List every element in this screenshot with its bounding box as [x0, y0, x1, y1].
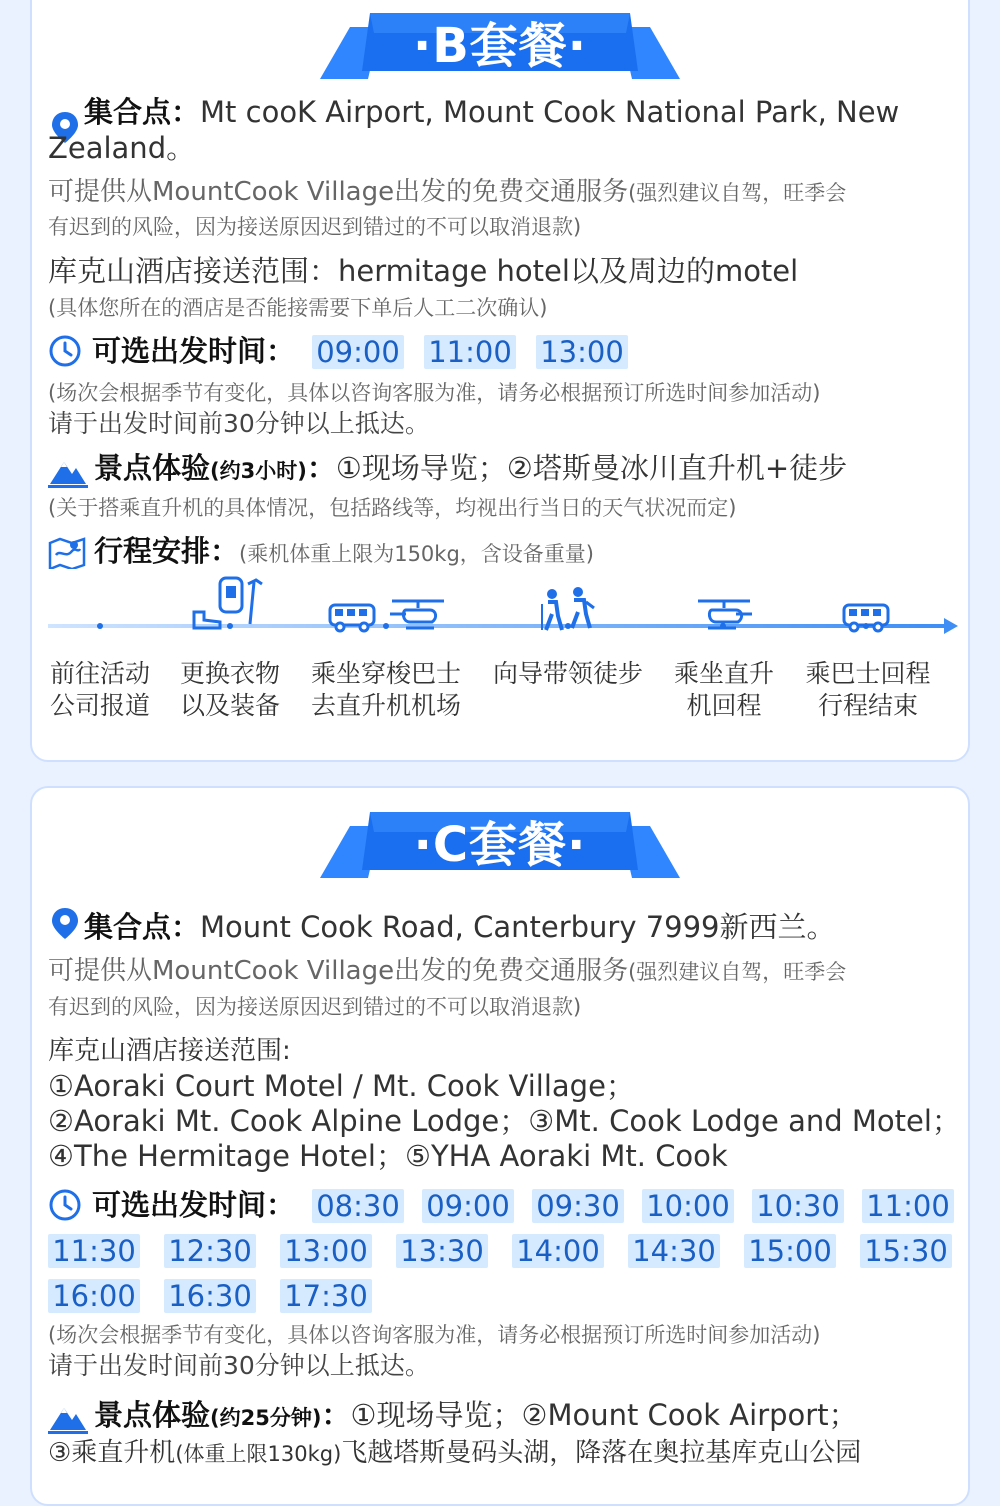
meeting-address-cont: Zealand。: [48, 131, 196, 165]
time-slot[interactable]: 10:00: [642, 1189, 734, 1223]
experience-item-3: ③乘直升机: [48, 1438, 176, 1468]
timeline-step-line2: 行程结束: [817, 691, 918, 720]
timeline-step-line1: 向导带领徒步: [492, 659, 643, 688]
meeting-address: Mt cooK Airport, Mount Cook National Park, New: [200, 95, 900, 129]
experience-duration: (约3小时): [210, 459, 307, 483]
transport-info: 可提供从MountCook Village出发的免费交通服务: [48, 956, 629, 986]
timeline-step-line2: 去直升机机场: [310, 691, 461, 720]
transport-note: (强烈建议自驾，旺季会: [628, 181, 847, 205]
itinerary-timeline: [48, 614, 960, 638]
location-pin-icon: [48, 906, 82, 940]
helicopter-icon: [388, 596, 448, 634]
time-slot[interactable]: 15:30: [860, 1234, 952, 1268]
timeline-step: [306, 658, 466, 722]
package-b-banner: [320, 13, 680, 79]
experience-item-3-desc: 飞越塔斯曼码头湖，降落在奥拉基库克山公园: [341, 1438, 862, 1468]
time-slot[interactable]: 14:30: [628, 1234, 720, 1268]
package-c-title: ·C套餐·: [413, 817, 587, 873]
itinerary-note: (乘机体重上限为150kg，含设备重量): [239, 542, 594, 566]
timeline-step-line2: 公司报道: [49, 691, 150, 720]
itinerary-label: 行程安排：: [94, 534, 240, 568]
time-slot[interactable]: 11:00: [424, 335, 516, 369]
experience-label: 景点体验: [94, 451, 211, 485]
experience-colon: ：: [306, 451, 336, 485]
time-slot[interactable]: 11:30: [48, 1234, 140, 1268]
time-slot[interactable]: 13:30: [396, 1234, 488, 1268]
time-slot[interactable]: 12:30: [164, 1234, 256, 1268]
map-icon: [48, 535, 86, 569]
transport-note-cont: 有迟到的风险，因为接送原因迟到错过的不可以取消退款): [48, 215, 582, 239]
hiking-icon: [538, 586, 598, 634]
time-slot[interactable]: 16:00: [48, 1279, 140, 1313]
gear-boots-backpack-icon: [190, 576, 270, 632]
timeline-step-line1: 乘坐直升: [673, 659, 774, 688]
departure-time-label: 可选出发时间：: [92, 1188, 296, 1222]
package-c-card: [30, 786, 970, 1506]
experience-colon: ：: [321, 1398, 351, 1432]
bus-icon: [328, 602, 378, 634]
timeline-step-line1: 乘坐穿梭巴士: [310, 659, 461, 688]
timeline-step-line2: 以及装备: [179, 691, 280, 720]
helicopter-icon: [694, 596, 754, 634]
time-slot[interactable]: 14:00: [512, 1234, 604, 1268]
timeline-step: [488, 658, 648, 690]
arrive-note: 请于出发时间前30分钟以上抵达。: [48, 409, 430, 438]
time-slot[interactable]: 15:00: [744, 1234, 836, 1268]
mountain-icon: [48, 1400, 88, 1434]
bus-icon: [842, 602, 892, 634]
timeline-step-line1: 更换衣物: [179, 659, 280, 688]
hotel-pickup-note: (具体您所在的酒店是否能接需要下单后人工二次确认): [48, 296, 548, 320]
departure-time-label: 可选出发时间：: [92, 334, 296, 368]
time-slot[interactable]: 09:00: [312, 335, 404, 369]
timeline-step: [664, 658, 784, 722]
package-c-banner: [320, 812, 680, 878]
time-slot[interactable]: 13:00: [280, 1234, 372, 1268]
time-slot[interactable]: 10:30: [752, 1189, 844, 1223]
experience-note: (关于搭乘直升机的具体情况，包括路线等，均视出行当日的天气状况而定): [48, 496, 737, 520]
transport-info: 可提供从MountCook Village出发的免费交通服务: [48, 177, 629, 207]
time-slot[interactable]: 13:00: [536, 335, 628, 369]
time-slot[interactable]: 09:00: [422, 1189, 514, 1223]
time-note: (场次会根据季节有变化，具体以咨询客服为准，请务必根据预订所选时间参加活动): [48, 381, 821, 405]
time-slot[interactable]: 11:00: [862, 1189, 954, 1223]
time-slot[interactable]: 08:30: [312, 1189, 404, 1223]
package-b-card: [30, 0, 970, 762]
hotel-pickup-title: 库克山酒店接送范围:: [48, 1036, 291, 1066]
experience-label: 景点体验: [94, 1398, 211, 1432]
clock-icon: [48, 1188, 82, 1222]
experience-items: ①现场导览；②Mount Cook Airport；: [350, 1398, 858, 1432]
timeline-step: [170, 658, 290, 722]
timeline-step-line1: 前往活动: [49, 659, 150, 688]
timeline-step-line2: 机回程: [686, 691, 762, 720]
clock-icon: [48, 334, 82, 368]
package-b-title: ·B套餐·: [412, 18, 588, 74]
hotel-pickup-item: ④The Hermitage Hotel；⑤YHA Aoraki Mt. Cook: [48, 1139, 728, 1173]
hotel-pickup-item: ②Aoraki Mt. Cook Alpine Lodge；③Mt. Cook Lodge and Motel；: [48, 1104, 961, 1138]
time-slot[interactable]: 09:30: [532, 1189, 624, 1223]
time-note: (场次会根据季节有变化，具体以咨询客服为准，请务必根据预订所选时间参加活动): [48, 1323, 821, 1347]
timeline-step-line1: 乘巴士回程: [805, 659, 931, 688]
hotel-pickup-range: 库克山酒店接送范围：hermitage hotel以及周边的motel: [48, 254, 799, 288]
timeline-step: [798, 658, 938, 722]
experience-duration: (约25分钟): [210, 1406, 322, 1430]
timeline-step: [40, 658, 160, 722]
mountain-icon: [48, 454, 88, 488]
hotel-pickup-item: ①Aoraki Court Motel / Mt. Cook Village；: [48, 1069, 635, 1103]
transport-note-cont: 有迟到的风险，因为接送原因迟到错过的不可以取消退款): [48, 995, 582, 1019]
experience-items: ①现场导览；②塔斯曼冰川直升机+徒步: [335, 451, 848, 485]
meeting-address: Mount Cook Road, Canterbury 7999新西兰。: [200, 910, 836, 944]
arrive-note: 请于出发时间前30分钟以上抵达。: [48, 1351, 430, 1380]
meeting-label: 集合点：: [84, 910, 201, 944]
time-slot[interactable]: 16:30: [164, 1279, 256, 1313]
time-slot[interactable]: 17:30: [280, 1279, 372, 1313]
experience-weight-note: (体重上限130kg): [175, 1442, 342, 1466]
transport-note: (强烈建议自驾，旺季会: [628, 960, 847, 984]
meeting-label: 集合点：: [84, 95, 201, 129]
